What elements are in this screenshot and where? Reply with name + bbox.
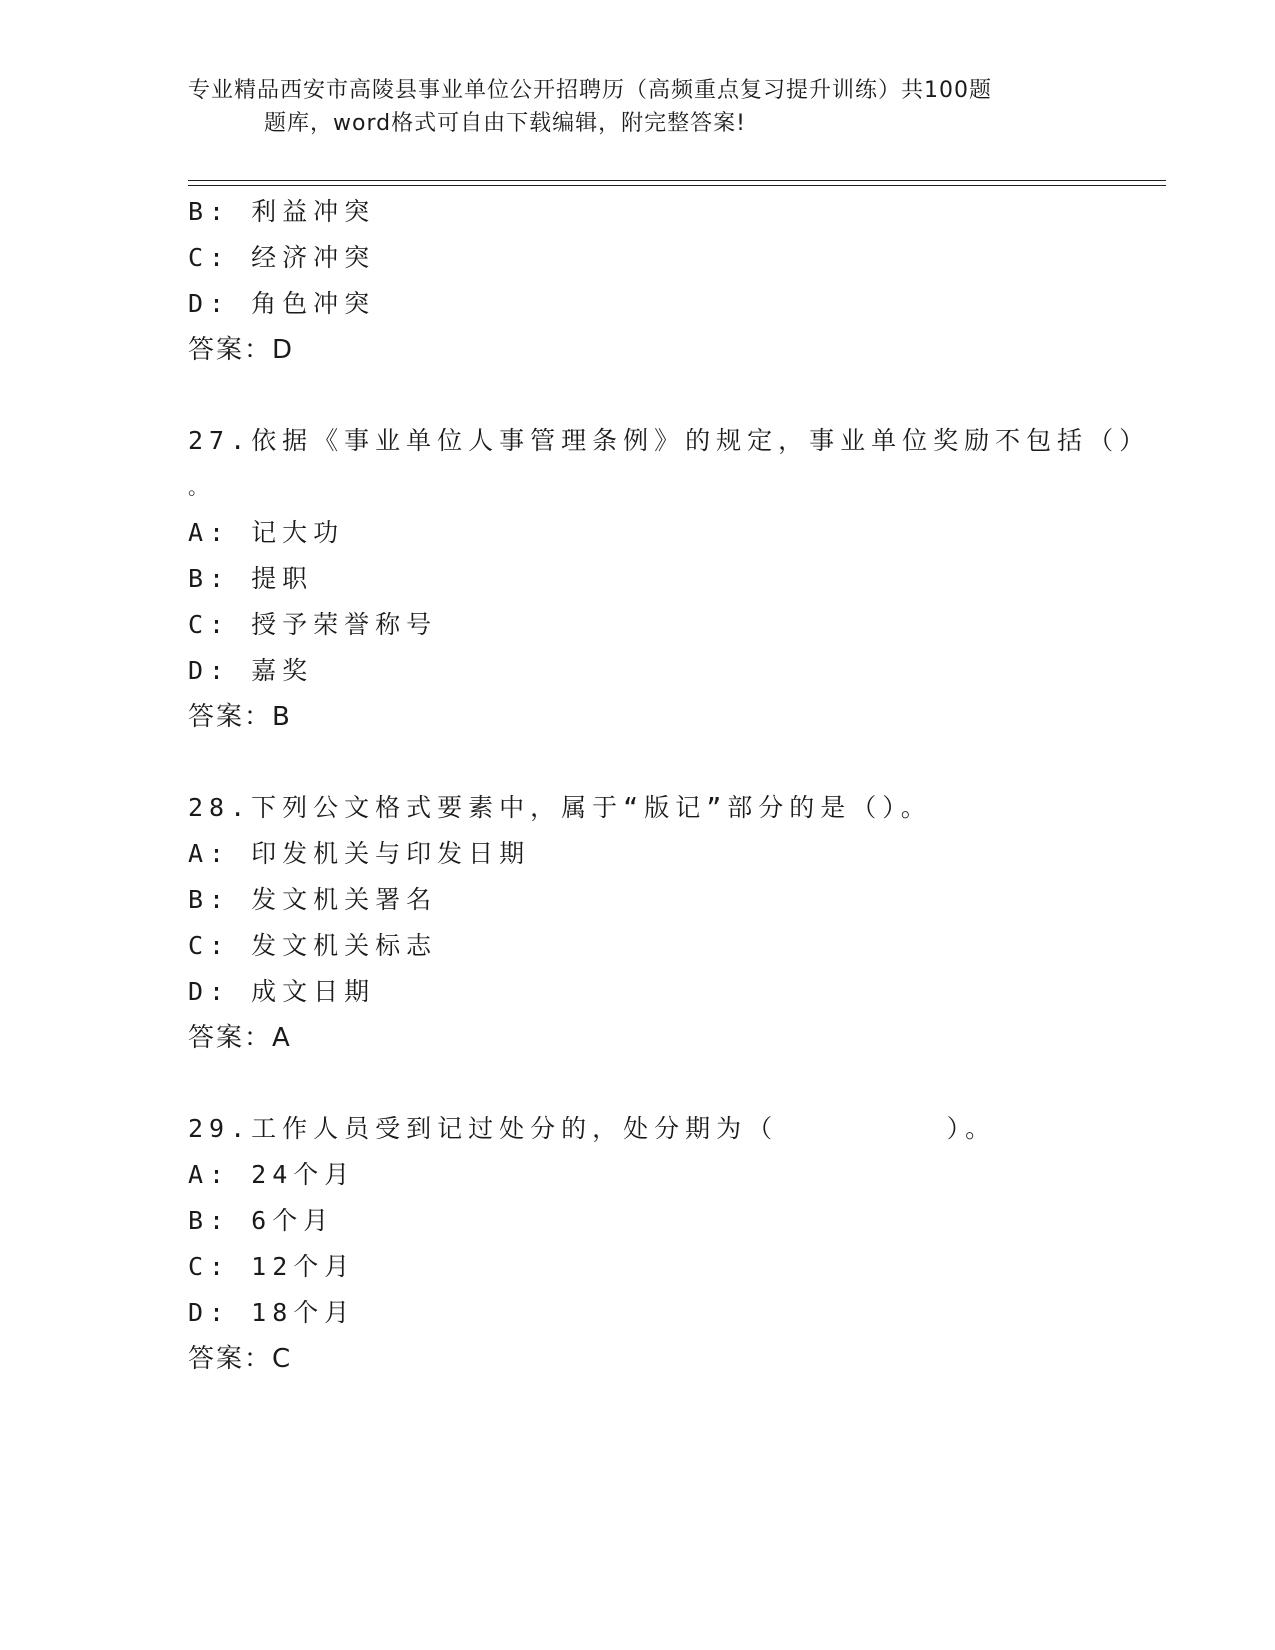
spacer xyxy=(188,373,1148,418)
answer: 答案：C xyxy=(188,1344,293,1374)
option-d: D: 18个月 xyxy=(188,1298,356,1327)
option-c: C: 发文机关标志 xyxy=(188,931,438,960)
option-a: A: 24个月 xyxy=(188,1160,356,1189)
option-d: D: 角色冲突 xyxy=(188,289,376,318)
answer: 答案：A xyxy=(188,1023,292,1053)
document-header xyxy=(188,74,1068,140)
question-stem: 27.依据《事业单位人事管理条例》的规定，事业单位奖励不包括（） xyxy=(188,426,1151,455)
option-d: D: 嘉奖 xyxy=(188,656,314,685)
question-stem: 29.工作人员受到记过处分的，处分期为（ ）。 xyxy=(188,1114,997,1143)
option-c: C: 经济冲突 xyxy=(188,243,376,272)
question-27 xyxy=(188,418,1151,740)
option-d: D: 成文日期 xyxy=(188,977,376,1006)
question-29 xyxy=(188,1106,1148,1382)
option-a: A: 记大功 xyxy=(188,518,345,547)
option-b: B: 6个月 xyxy=(188,1206,335,1235)
option-c: C: 12个月 xyxy=(188,1252,356,1281)
option-c: C: 授予荣誉称号 xyxy=(188,610,438,639)
question-stem-continuation: 。 xyxy=(188,475,214,499)
question-stem: 28.下列公文格式要素中，属于“版记”部分的是（）。 xyxy=(188,793,932,822)
header-rule-top xyxy=(188,180,1166,181)
option-b: B: 利益冲突 xyxy=(188,197,376,226)
question-content xyxy=(188,189,1151,1382)
option-b: B: 提职 xyxy=(188,564,314,593)
question-26 xyxy=(188,189,1148,373)
option-b: B: 发文机关署名 xyxy=(188,885,438,914)
answer: 答案：B xyxy=(188,702,292,732)
spacer xyxy=(188,740,1148,785)
answer: 答案：D xyxy=(188,335,295,365)
header-line-2: 题库，word格式可自由下载编辑，附完整答案! xyxy=(264,111,746,136)
question-28 xyxy=(188,785,1148,1061)
header-line-1: 专业精品西安市高陵县事业单位公开招聘历（高频重点复习提升训练）共100题 xyxy=(188,78,992,103)
spacer xyxy=(188,1061,1148,1106)
header-rule-bottom xyxy=(188,185,1166,186)
option-a: A: 印发机关与印发日期 xyxy=(188,839,531,868)
